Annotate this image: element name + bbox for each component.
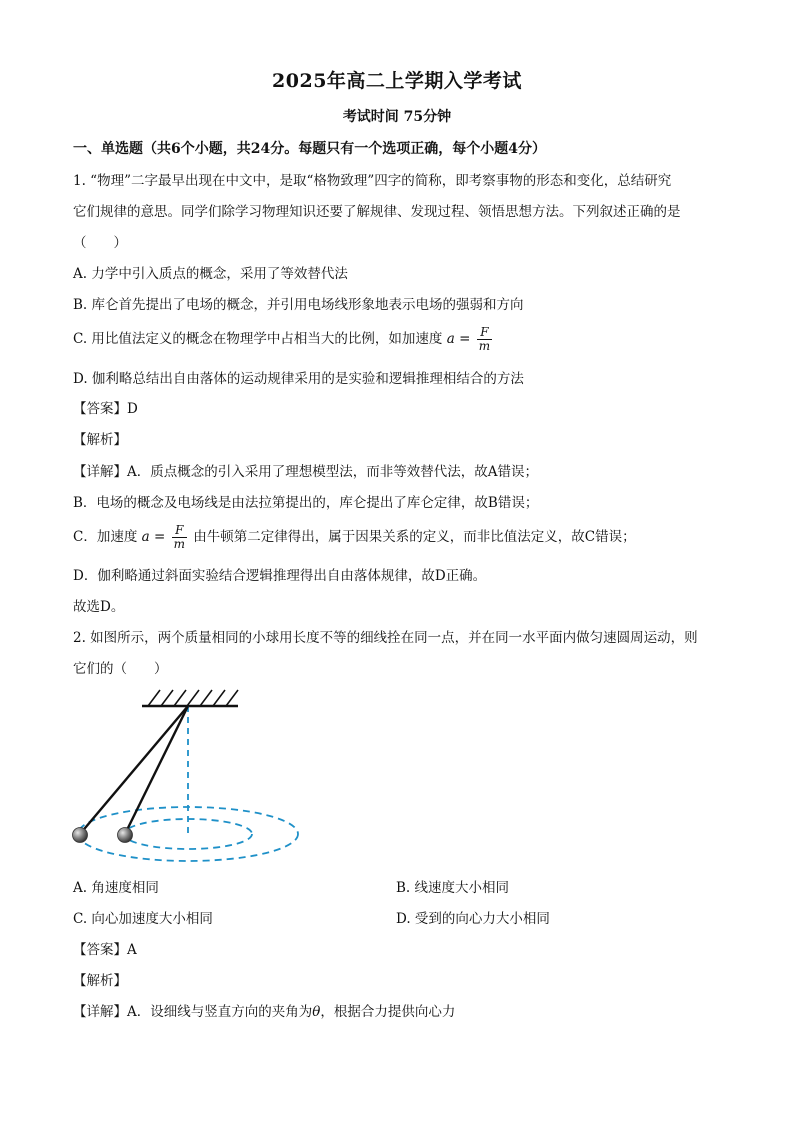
formula-numerator: F: [477, 326, 492, 340]
q1-option-d: D. 伽利略总结出自由落体的运动规律采用的是实验和逻辑推理相结合的方法: [73, 371, 524, 387]
q1-option-c: [73, 326, 494, 353]
q2-analysis: 【解析】: [73, 973, 127, 989]
formula-denominator: m: [478, 339, 491, 353]
q2-option-a: A. 角速度相同: [73, 880, 159, 896]
formula-variable: a: [446, 331, 455, 347]
q1-option-b: B. 库仑首先提出了电场的概念，并引用电场线形象地表示电场的强弱和方向: [73, 297, 524, 313]
detail-formula-denominator: m: [173, 537, 185, 551]
exam-time: 考试时间 75分钟: [342, 109, 452, 125]
section-heading: 一、单选题（共6个小题，共24分。每题只有一个选项正确，每个小题4分）: [73, 141, 546, 157]
q1-stem-line1: 1. “物理”二字最早出现在中文中，是取“格物致理”四字的简称，即考察事物的形态和变化，总结研究: [73, 173, 672, 189]
page-title: 2025年高二上学期入学考试: [272, 70, 522, 92]
conical-pendulum-figure: [66, 684, 306, 864]
q1-answer: 【答案】D: [73, 401, 138, 417]
ball-outer: [73, 828, 88, 843]
theta-symbol: θ: [312, 1004, 321, 1020]
q2-detail-a: [73, 1003, 455, 1021]
q2-stem-line1: 2. 如图所示，两个质量相同的小球用长度不等的细线拴在同一点，并在同一水平面内做匀速圆周运动，则: [73, 630, 698, 646]
detail-formula-equals: =: [154, 529, 166, 545]
q1-detail-d: D．伽利略通过斜面实验结合逻辑推理得出自由落体规律，故D正确。: [73, 568, 487, 584]
detail-formula-fraction: [172, 524, 187, 551]
q1-detail-b: B．电场的概念及电场线是由法拉第提出的，库仑提出了库仑定律，故B错误；: [73, 495, 539, 511]
formula-fraction: [477, 326, 492, 353]
q1-stem-line3: （ ）: [73, 235, 127, 251]
q1-stem-line2: 它们规律的意思。同学们除学习物理知识还要了解规律、发现过程、领悟思想方法。下列叙述正确的是: [73, 204, 681, 220]
q2-detail-a-prefix: 【详解】A．设细线与竖直方向的夹角为: [73, 1004, 313, 1020]
q2-stem-line2: 它们的（ ）: [73, 661, 168, 677]
q2-option-d: D. 受到的向心力大小相同: [396, 911, 550, 927]
q2-detail-a-suffix: ，根据合力提供向心力: [320, 1004, 456, 1020]
q2-option-c: C. 向心加速度大小相同: [73, 911, 213, 927]
q2-answer: 【答案】A: [73, 942, 137, 958]
q1-detail-c-prefix: C．加速度: [73, 529, 138, 545]
q1-detail-c-suffix: 由牛顿第二定律得出，属于因果关系的定义，而非比值法定义，故C错误；: [193, 529, 636, 545]
ceiling-hatching: [148, 690, 238, 706]
q1-option-c-text: C. 用比值法定义的概念在物理学中占相当大的比例，如加速度: [73, 331, 443, 347]
q1-detail-c: [73, 524, 636, 551]
q1-analysis: 【解析】: [73, 432, 127, 448]
q1-conclusion: 故选D。: [73, 599, 125, 615]
formula-equals: =: [459, 331, 471, 347]
q2-option-b: B. 线速度大小相同: [396, 880, 510, 896]
detail-formula-numerator: F: [172, 524, 187, 538]
ball-inner: [118, 828, 133, 843]
detail-formula-variable: a: [141, 529, 150, 545]
q1-detail-a: 【详解】A．质点概念的引入采用了理想模型法，而非等效替代法，故A错误；: [73, 464, 538, 480]
q1-option-a: A. 力学中引入质点的概念，采用了等效替代法: [73, 266, 348, 282]
